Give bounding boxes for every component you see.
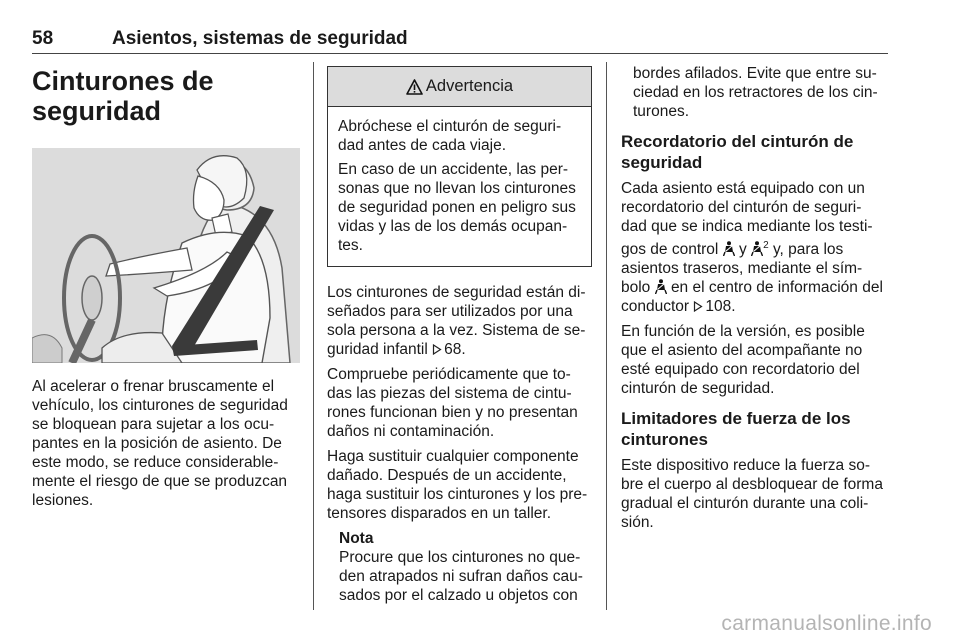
column-divider [313, 62, 314, 610]
warning-text: Abróchese el cinturón de seguri- dad antes de cada viaje. [338, 118, 562, 154]
body-paragraph: Los cinturones de seguridad están di- señados para ser utilizados por una sola persona a la vez. Sistema de se- guridad infantil 68. [327, 284, 586, 358]
watermark: carmanualsonline.info [721, 612, 932, 635]
page-reference-arrow-icon [432, 344, 442, 355]
section-title: Cinturones de seguridad [32, 66, 214, 126]
page-header [32, 28, 888, 54]
subheading-reminder: Recordatorio del cinturón de seguridad [621, 132, 854, 172]
body-paragraph: Haga sustituir cualquier componente dañado. Después de un accidente, haga sustituir los cinturones y los pre- tensores disparados en un taller. [327, 448, 588, 522]
note-title: Nota [339, 530, 374, 547]
intro-paragraph: Al acelerar o frenar bruscamente el vehículo, los cinturones de seguridad se bloquean para sujetar a los ocu- pantes en la posición de asiento. De este modo, se reduce considerable- mente el riesgo de que se produzcan lesiones. [32, 378, 288, 509]
warning-title: Advertencia [425, 77, 514, 95]
page-reference[interactable]: 108. [705, 298, 736, 316]
warning-body [328, 107, 591, 266]
running-title: Asientos, sistemas de seguridad [112, 28, 408, 49]
page-reference-arrow-icon [693, 301, 703, 312]
seatbelt-illustration [32, 148, 300, 363]
body-paragraph: Compruebe periódicamente que to- das las piezas del sistema de cintu- rones funcionan bien y no presentan daños ni contaminación. [327, 366, 578, 440]
driver-wearing-seatbelt-icon [32, 148, 300, 363]
column-divider [606, 62, 607, 610]
page-number: 58 [32, 28, 54, 49]
limiters-paragraph: Este dispositivo reduce la fuerza so- bre el cuerpo al desbloquear de forma gradual el cinturón durante una coli- sión. [621, 457, 883, 532]
subheading-limiters: Limitadores de fuerza de los cinturones [621, 409, 851, 450]
warning-box [327, 66, 592, 267]
column-2 [327, 62, 592, 605]
column-3 [621, 62, 889, 538]
version-paragraph: En función de la versión, es posible que el asiento del acompañante no esté equipado con recordatorio del cinturón de seguridad. [621, 323, 865, 398]
warning-header [328, 67, 591, 107]
seatbelt-symbol-icon [655, 279, 667, 294]
note-continuation: bordes afilados. Evite que entre su- ciedad en los retractores de los cin- turones. [633, 65, 878, 120]
warning-text: En caso de un accidente, las per- sonas que no llevan los cinturones de seguridad ponen en peligro sus vidas y las de los demás ocupan- tes. [338, 161, 576, 254]
note-block: Nota Procure que los cinturones no que- den atrapados ni sufran daños cau- sados por el calzado u objetos con [327, 529, 592, 605]
seatbelt-reminder-icon [723, 241, 735, 256]
page-reference[interactable]: 68. [444, 341, 466, 358]
reminder-paragraph: Cada asiento está equipado con un recordatorio del cinturón de seguri- dad que se indica mediante los testi- gos de control y $^2$ y, para los asientos traseros, mediante el sím- bolo en el centro de información del conductor 108. [621, 180, 883, 316]
column-1 [32, 62, 300, 516]
warning-triangle-icon [406, 79, 423, 95]
rear-seatbelt-reminder-icon [751, 241, 763, 256]
